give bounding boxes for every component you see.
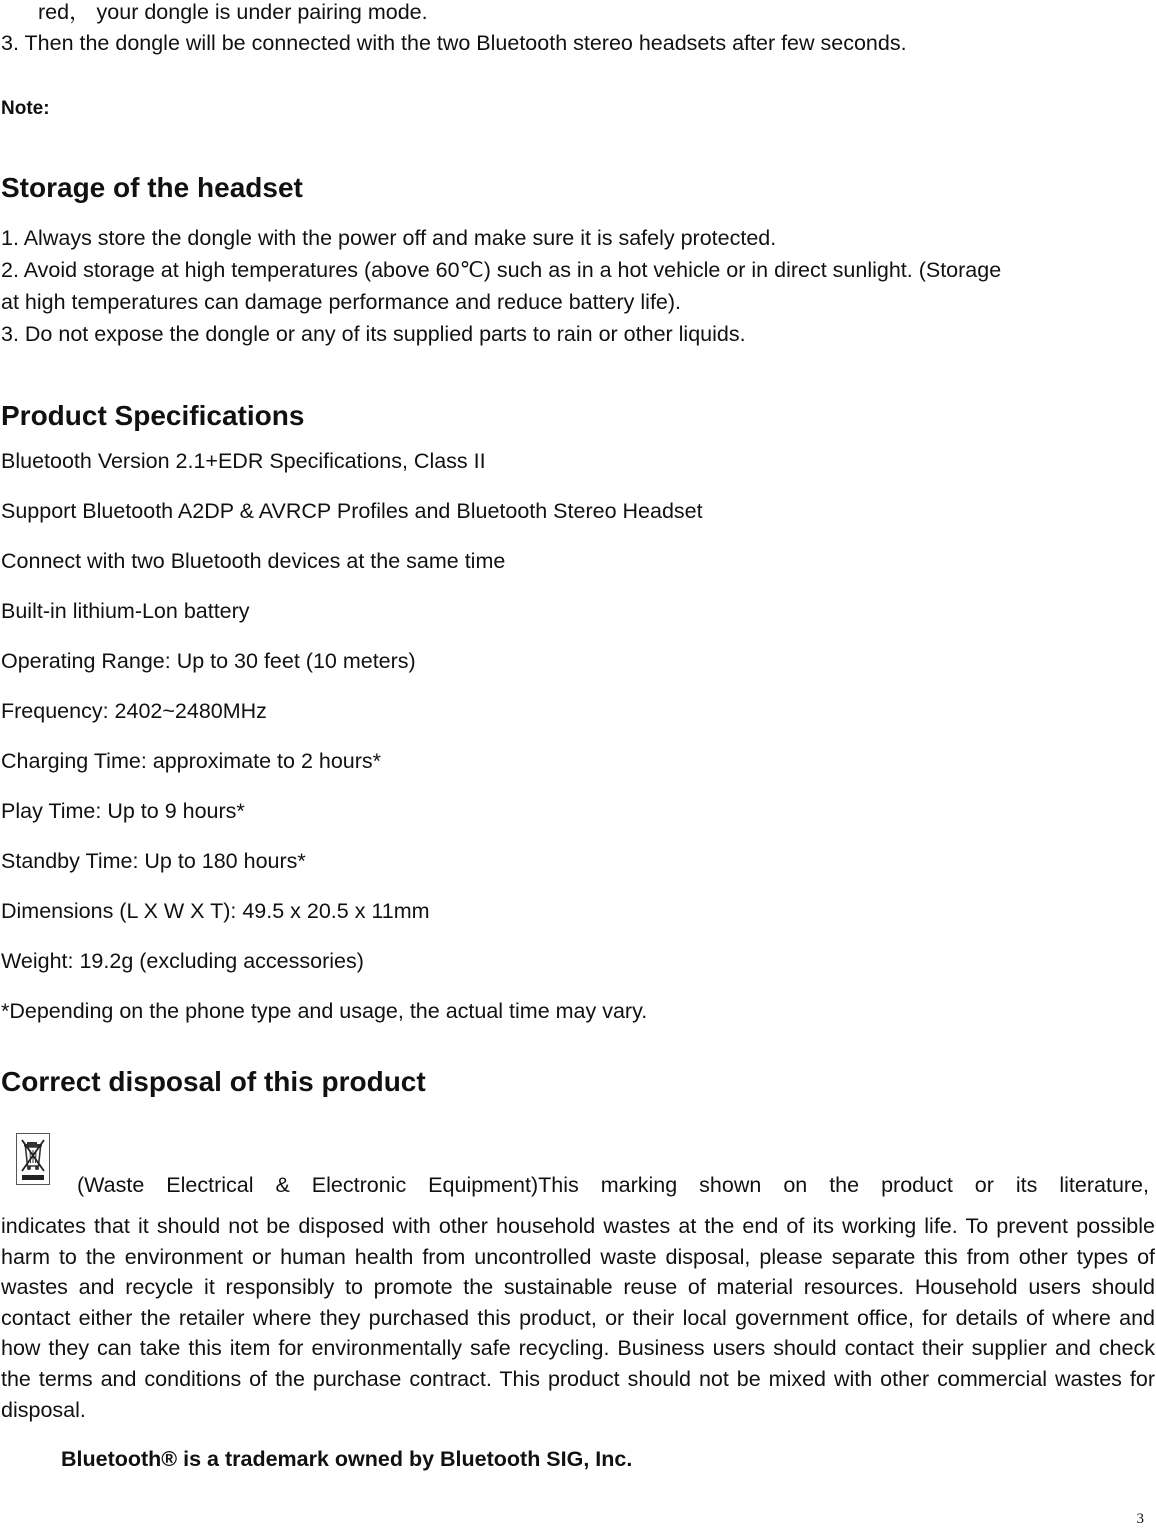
- spec-operating-range: Operating Range: Up to 30 feet (10 meters): [1, 649, 416, 673]
- spec-charging-time: Charging Time: approximate to 2 hours*: [1, 749, 382, 773]
- storage-item-2-continued: at high temperatures can damage performance and reduce battery life).: [1, 290, 682, 314]
- intro-continued-line: red， your dongle is under pairing mode.: [38, 0, 428, 24]
- spec-frequency: Frequency: 2402~2480MHz: [1, 699, 267, 723]
- weee-description-line: (Waste Electrical & Electronic Equipment)This marking shown on the product or its literature,: [77, 1173, 1149, 1197]
- spec-bluetooth-version: Bluetooth Version 2.1+EDR Specifications, Class II: [1, 449, 486, 473]
- page-number: 3: [1136, 1511, 1144, 1527]
- spec-weight: Weight: 19.2g (excluding accessories): [1, 949, 364, 973]
- spec-multipoint: Connect with two Bluetooth devices at the same time: [1, 549, 506, 573]
- spec-footnote: *Depending on the phone type and usage, the actual time may vary.: [1, 999, 648, 1023]
- disposal-body: indicates that it should not be disposed with other household wastes at the end of its working life. To prevent possible harm to the environment or human health from uncontrolled waste disposal, please separate this from other types of wastes and recycle it responsibly to promote the sustainable reuse of material resources. Household users should contact either the retailer where they purchased this product, or their local government office, for details of where and how they can take this item for environmentally safe recycling. Business users should contact their supplier and check the terms and conditions of the purchase contract. This product should not be mixed with other commercial wastes for disposal.: [1, 1214, 1155, 1422]
- trademark-notice: Bluetooth® is a trademark owned by Bluetooth SIG, Inc.: [61, 1447, 633, 1471]
- spec-play-time: Play Time: Up to 9 hours*: [1, 799, 245, 823]
- note-label: Note:: [1, 98, 50, 119]
- spec-standby-time: Standby Time: Up to 180 hours*: [1, 849, 306, 873]
- spec-battery: Built-in lithium-Lon battery: [1, 599, 250, 623]
- intro-step-3: 3. Then the dongle will be connected with the two Bluetooth stereo headsets after few seconds.: [1, 31, 907, 55]
- disposal-heading: Correct disposal of this product: [1, 1066, 426, 1097]
- storage-item-2: 2. Avoid storage at high temperatures (above 60℃) such as in a hot vehicle or in direct sunlight. (Storage: [1, 258, 1002, 282]
- spec-profiles: Support Bluetooth A2DP & AVRCP Profiles and Bluetooth Stereo Headset: [1, 499, 703, 523]
- storage-heading: Storage of the headset: [1, 172, 303, 203]
- specs-heading: Product Specifications: [1, 400, 305, 431]
- spec-dimensions: Dimensions (L X W X T): 49.5 x 20.5 x 11mm: [1, 899, 430, 923]
- storage-item-1: 1. Always store the dongle with the power off and make sure it is safely protected.: [1, 226, 777, 250]
- storage-item-3: 3. Do not expose the dongle or any of its supplied parts to rain or other liquids.: [1, 322, 746, 346]
- weee-crossed-bin-icon: [16, 1133, 50, 1185]
